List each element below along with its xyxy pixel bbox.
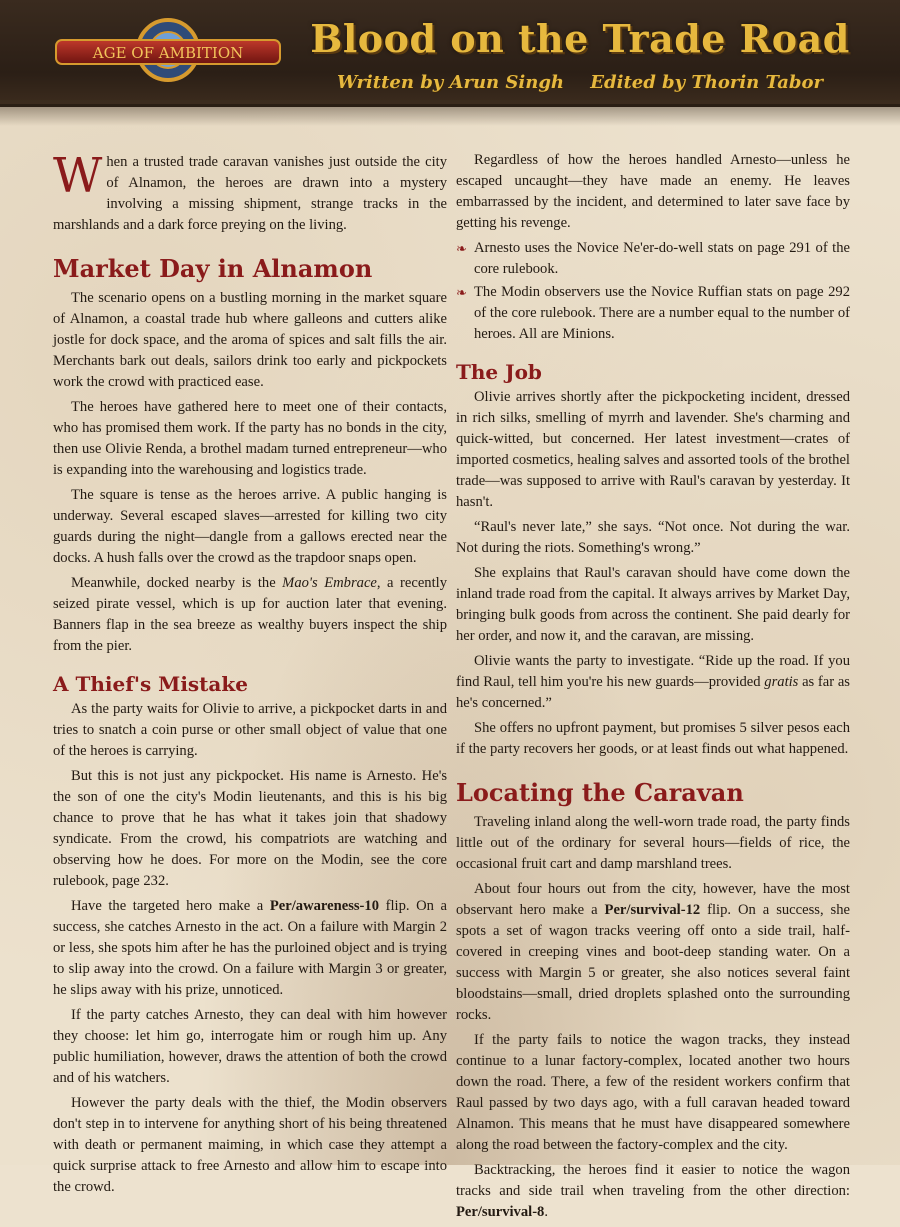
intro-paragraph: When a trusted trade caravan vanishes just outside the city of Alnamon, the heroes are drawn into a mystery involving a missing shipment, strange tracks in the marshlands and a dark force preying on the living. <box>53 148 447 233</box>
paragraph: However the party deals with the thief, the Modin observers don't step in to intervene for anything short of his being threatened with death or permanent maiming, in which case they attempt a quick surprise attack to free Arnesto and allow him to escape into the crowd. <box>53 1095 447 1195</box>
paragraph: But this is not just any pickpocket. His name is Arnesto. He's the son of one the city's Modin lieutenants, and this is his big chance to prove that he has what it takes join that shadowy syndicate. From the crowd, his compatriots are watching and observing how he does. For more on the Modin, see the core rulebook, page 232. <box>53 768 447 889</box>
paragraph: Have the targeted hero make a Per/awareness-10 flip. On a success, she catches Arnesto in the act. On a failure with Margin 2 or less, she spots him after he has the purloined object and is trying to slip away into the crowd. On a failure with Margin 3 or greater, he slips away with his prize, unnoticed. <box>53 898 447 998</box>
paragraph: She offers no upfront payment, but promises 5 silver pesos each if the party recovers her goods, or at least finds out what happened. <box>456 720 850 757</box>
paragraph: Olivie arrives shortly after the pickpocketing incident, dressed in rich silks, smelling of myrrh and lavender. She's charming and quick-witted, but concerned. Her latest investment—crates of imported cosmetics, healing salves and assorted tools of the brothel trade—was supposed to arrive with Raul's caravan by yesterday. It hasn't. <box>456 389 850 510</box>
skill-flip: Per/awareness-10 <box>269 898 380 914</box>
paragraph: If the party fails to notice the wagon tracks, they instead continue to a lunar factory-complex, located another two hours down the road. There, a few of the resident workers confirm that Raul passed by two days ago, with a full caravan headed toward Alnamon. This means that he must have disappeared somewhere along the road between the factory-complex and the city. <box>456 1032 850 1153</box>
fleur-bullet-icon: ❧ <box>456 285 467 300</box>
svg-text:AGE OF AMBITION: AGE OF AMBITION <box>92 44 244 62</box>
paragraph: If the party catches Arnesto, they can deal with him however they choose: let him go, interrogate him or rough him up. Any public humiliation, however, draws the attention of both the crowd and of his watchers. <box>53 1007 447 1086</box>
paragraph: “Raul's never late,” she says. “Not once. Not during the war. Not during the riots. Something's wrong.” <box>456 519 850 556</box>
paragraph: The heroes have gathered here to meet one of their contacts, who has promised them work. If the party has no bonds in the city, then use Olivie Renda, a brothel madam turned entrepreneur—who is expanding into the warehousing and logistics trade. <box>53 399 447 478</box>
header-banner <box>0 0 900 107</box>
paragraph: Meanwhile, docked nearby is the Mao's Embrace, a recently seized pirate vessel, which is up for auction later that evening. Banners flap in the sea breeze as wealthy buyers inspect the ship from the pier. <box>53 575 448 654</box>
paragraph: The square is tense as the heroes arrive. A public hanging is underway. Several escaped slaves—arrested for killing two city guards during the night—dangle from a gallows erected near the docks. A hush falls over the crowd as the trapdoor snaps open. <box>53 487 447 566</box>
paragraph: She explains that Raul's caravan should have come down the inland trade road from the capital. It always arrives by Market Day, bringing bulk goods from across the continent. She paid dearly for her order, and now it, and the caravan, are missing. <box>456 565 850 644</box>
paragraph: As the party waits for Olivie to arrive, a pickpocket darts in and tries to snatch a coin purse or other small object of value that one of the heroes is carrying. <box>53 701 447 759</box>
list-item: ❧ The Modin observers use the Novice Ruffian stats on page 292 of the core rulebook. There are a number equal to the number of heroes. All are Minions. <box>456 284 850 342</box>
section-heading-locating-caravan: Locating the Caravan <box>456 778 744 807</box>
fleur-bullet-icon: ❧ <box>456 241 467 256</box>
paragraph: Backtracking, the heroes find it easier to notice the wagon tracks and side trail when traveling from the other direction: Per/survival-8. <box>456 1162 850 1220</box>
paragraph: Regardless of how the heroes handled Arnesto—unless he escaped uncaught—they have made an enemy. He leaves embarrassed by the incident, and determined to later save face by getting his revenge. <box>456 152 850 231</box>
page-title: Blood on the Trade Road <box>310 16 850 61</box>
section-heading-the-job: The Job <box>456 360 542 384</box>
ship-name: Mao's Embrace <box>282 575 377 591</box>
right-column <box>456 150 850 1227</box>
left-column <box>53 148 448 1202</box>
section-heading-thiefs-mistake: A Thief's Mistake <box>53 672 248 696</box>
header-shadow <box>0 100 900 126</box>
italic-term: gratis <box>764 674 799 690</box>
paragraph: Traveling inland along the well-worn trade road, the party finds little out of the ordinary for several hours—fields of rice, the occasional fruit cart and damp marshland trees. <box>456 814 850 872</box>
paragraph: Olivie wants the party to investigate. “Ride up the road. If you find Raul, tell him you're his new guards—provided gratis as far as he's concerned.” <box>456 653 850 711</box>
stat-bullets <box>456 238 850 345</box>
paragraph: The scenario opens on a bustling morning in the market square of Alnamon, a coastal trade hub where galleons and cutters alike jostle for dock space, and the aroma of spices and salt fills the air. Merchants bark out deals, sailors drink too early and pickpockets work the crowd with practiced ease. <box>53 290 447 390</box>
drop-cap: W <box>53 148 103 204</box>
skill-flip: Per/survival-8 <box>456 1204 545 1220</box>
skill-flip: Per/survival-12 <box>604 902 701 918</box>
section-heading-market-day: Market Day in Alnamon <box>53 254 373 283</box>
author-credit: Written by Arun Singh <box>337 72 565 93</box>
paragraph: About four hours out from the city, however, have the most observant hero make a Per/survival-12 flip. On a success, she spots a set of wagon tracks veering off onto a side trail, half-covered in creeping vines and boot-deep standing water. On a success with Margin 5 or greater, she also notices several faint bloodstains—small, dried droplets splashed onto the surrounding rocks. <box>456 881 851 1023</box>
list-item: ❧ Arnesto uses the Novice Ne'er-do-well stats on page 291 of the core rulebook. <box>456 240 850 277</box>
credits <box>300 72 860 93</box>
editor-credit: Edited by Thorin Tabor <box>590 72 823 93</box>
age-of-ambition-logo <box>52 14 284 86</box>
